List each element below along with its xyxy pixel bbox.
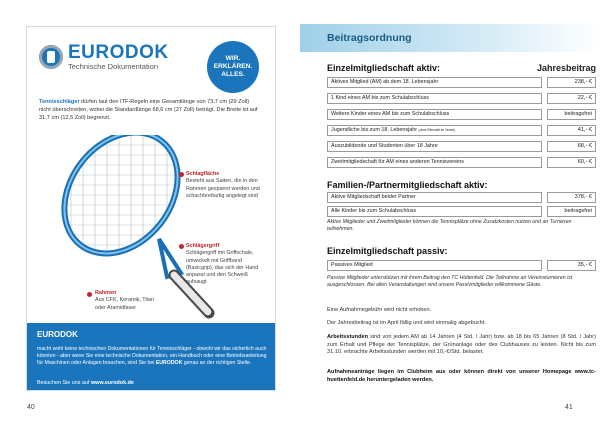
payment-info: Der Jahresbeitrag ist im April fällig und wird einmalig abgebucht. <box>327 320 486 326</box>
fee-row: Passives Mitglied 35,- € <box>327 260 596 271</box>
callout-rahmen: Rahmen Aus CFK, Keramik, Titan oder Aramidfaser <box>95 290 155 311</box>
fee-row: Jugendliche bis zum 18. Lebensjahr (ohne Elternteil im Verein) 41,- € <box>327 125 596 136</box>
fee-row: 1 Kind eines AM bis zum Schulabschluss 22,- € <box>327 93 596 104</box>
family-note: Aktive Mitglieder und Zweitmitglieder können die Tennisplätze ohne Zusatzkosten nutzen und an Turnieren teilnehmen. <box>327 219 572 232</box>
slogan-badge: WIR. ERKLÄREN. ALLES. <box>207 41 259 93</box>
logo-subtitle: Technische Dokumentation <box>68 62 159 71</box>
section-header <box>300 24 600 52</box>
callout-marker <box>87 292 92 297</box>
fee-row: Auszubildende und Studenten über 18 Jahre 68,- € <box>327 141 596 152</box>
band-title: EURODOK <box>37 330 78 339</box>
fee-row: Aktive Mitgliedschaft beider Partner 378,- € <box>327 192 596 203</box>
active-membership-title: Einzelmitgliedschaft aktiv: <box>327 63 441 73</box>
band-body: macht wohl keine technischen Dokumentationen für Tennisschläger - obwohl wir das sicherlich auch könnten - aber wenn Sie eine technische Dokumentation, ein Handbuch oder eine Betriebsanleitung für Maschinen oder Anlagen brauchen, sind Sie bei EURODOK genau an der richtigen Stelle. <box>37 346 267 366</box>
eurodok-link[interactable]: www.eurodok.de <box>90 380 134 386</box>
passive-membership-title: Einzelmitgliedschaft passiv: <box>327 246 448 256</box>
family-membership-title: Familien-/Partnermitgliedschaft aktiv: <box>327 180 488 190</box>
right-page <box>300 0 600 425</box>
fee-row: Aktives Mitglied (AM) ab dem 18. Lebensjahr 238,- € <box>327 77 596 88</box>
fee-row: Alle Kinder bis zum Schulabschluss beitragsfrei <box>327 206 596 217</box>
callout-marker <box>179 244 184 249</box>
logo-name: EURODOK <box>68 42 169 63</box>
band-link-line: Besuchen Sie uns auf www.eurodok.de <box>37 380 134 386</box>
fee-row: Zweitmitgliedschaft für AM eines anderen Tennisvereins 60,- € <box>327 157 596 168</box>
fee-row: Weitere Kinder eines AM bis zum Schulabschluss beitragsfrei <box>327 109 596 120</box>
page-title: Beitragsordnung <box>327 32 412 44</box>
eurodok-logo <box>39 43 169 71</box>
eurodok-ad <box>26 26 276 391</box>
page-number-left: 40 <box>27 404 35 411</box>
ad-info-band <box>27 323 275 391</box>
annual-fee-column-label: Jahresbeitrag <box>536 63 596 73</box>
callout-schlaegergriff: Schlägergriff Schlägergriff mit Griffschale, umwickelt mit Griffband (Basicgrip), das sich der Hand anpasst und den Schweiß aufsaugt <box>186 243 259 286</box>
callout-schlagflaeche: Schlagfläche Besteht aus Saiten, die in den Rahmen gespannt werden und schachbrettartig angelegt sind <box>186 171 260 199</box>
application-info: Aufnahmeanträge liegen im Clubheim aus oder können direkt von unserer Homepage www.tc-huettenfeld.de heruntergeladen werden. <box>327 369 596 383</box>
page-number-right: 41 <box>565 404 573 411</box>
admission-fee-info: Eine Aufnahmegebühr wird nicht erhoben. <box>327 307 432 313</box>
callout-marker <box>179 172 184 177</box>
passive-note: Passive Mitglieder unterstützen mit ihrem Beitrag den TC Hüttenfeld. Die Teilnahme an Vereinsturnieren ist ausgeschlossen. Bei allen Veranstaltungen sind unsere Passivmitglieder willkommene Gäste. <box>327 275 573 288</box>
gear-info-icon <box>39 45 63 69</box>
work-hours-info: Arbeitsstunden sind von jedem AM ab 14 Jahren (4 Std. / Jahr) bzw. ab 18 bis 65 Jahren (8 Std. / Jahr) zum Erhalt und Pflege der Tennisplätze, der Grünanlage oder des Clubhauses zu leisten. Nicht bis zum 31.10. erbrachte Arbeitsstunden werden mit 10,-€/Std. belastet. <box>327 334 596 356</box>
intro-text: Tennisschläger dürfen laut den ITF-Regeln eine Gesamtlänge von 73,7 cm (29 Zoll) nicht überschreiten, wobei die Standardlänge 68,6 cm (27 Zoll) beträgt. Die Breite ist auf 31,7 cm (12,5 Zoll) begrenzt. <box>39 99 258 121</box>
